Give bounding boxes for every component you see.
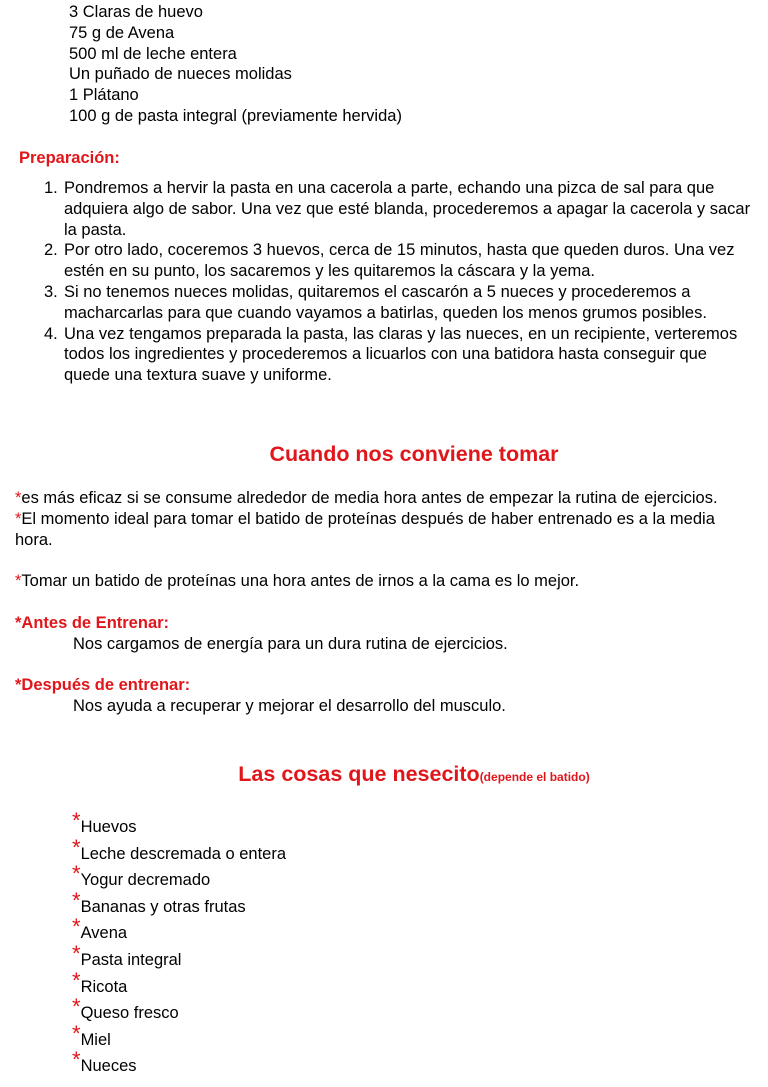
star-marker: * <box>72 914 81 940</box>
preparation-steps <box>44 178 754 386</box>
things-item-text: Huevos <box>80 818 137 836</box>
step-text: Pondremos a hervir la pasta en una cacerola a parte, echando una pizca de sal para que adquiera algo de sabor. Una vez que esté blanda, procederemos a apagar la cacerola y sacar la pasta. <box>64 179 751 239</box>
things-item <box>72 967 286 999</box>
timing-note <box>15 571 745 592</box>
step-text: Por otro lado, coceremos 3 huevos, cerca de 15 minutos, hasta que queden duros. Una vez estén en su punto, los sacaremos y les quitaremos la cáscara y la yema. <box>64 241 735 281</box>
things-heading-text: Las cosas que nesecito <box>238 762 480 786</box>
star-marker: * <box>15 572 22 591</box>
things-item-text: Miel <box>80 1030 111 1049</box>
things-item-text: Leche descremada o entera <box>80 844 287 863</box>
timing-notes <box>15 488 745 717</box>
star-marker: * <box>72 887 81 913</box>
when-heading: Cuando nos conviene tomar <box>269 442 559 466</box>
step-number: 2. <box>44 241 58 260</box>
star-marker: * <box>72 861 81 887</box>
after-training-label: *Después de entrenar: <box>15 676 191 695</box>
step-number: 3. <box>44 282 58 301</box>
things-item <box>72 1047 286 1078</box>
step-number: 1. <box>44 179 58 197</box>
star-marker: * <box>72 940 81 966</box>
before-training-label: *Antes de Entrenar: <box>15 613 170 632</box>
star-marker: * <box>15 489 22 507</box>
things-item <box>72 834 287 866</box>
step-number: 4. <box>44 324 58 343</box>
things-item <box>72 861 286 892</box>
star-marker: * <box>72 808 81 833</box>
things-item <box>72 994 286 1025</box>
things-item <box>72 1020 286 1052</box>
spacer <box>15 654 745 675</box>
preparation-step <box>44 178 754 240</box>
ingredient-list <box>69 2 402 127</box>
things-item <box>72 808 286 839</box>
spacer <box>15 550 745 571</box>
star-marker: * <box>72 994 81 1020</box>
things-item-text: Queso fresco <box>80 1004 179 1023</box>
things-item-text: Bananas y otras frutas <box>80 897 246 916</box>
ingredient-item: Un puñado de nueces molidas <box>69 65 292 84</box>
things-item-text: Yogur decremado <box>80 871 211 890</box>
ingredient-item: 75 g de Avena <box>69 23 175 42</box>
after-training-text: Nos ayuda a recuperar y mejorar el desarrollo del musculo. <box>73 696 506 715</box>
preparation-heading: Preparación: <box>19 149 120 167</box>
ingredient-item: 3 Claras de huevo <box>69 3 203 21</box>
things-list <box>72 808 287 1078</box>
things-item <box>72 914 286 945</box>
things-item <box>72 940 286 972</box>
timing-note <box>15 509 745 551</box>
timing-note <box>15 488 745 509</box>
spacer <box>15 592 745 613</box>
things-item-text: Avena <box>80 924 128 943</box>
star-marker: * <box>72 967 81 993</box>
things-item <box>72 887 286 919</box>
preparation-step <box>44 282 754 324</box>
preparation-step <box>44 324 754 386</box>
things-heading-note: (depende el batido) <box>479 770 590 784</box>
timing-note-text: es más eficaz si se consume alrededor de media hora antes de empezar la rutina de ejercicios. <box>21 489 718 507</box>
step-text: Una vez tengamos preparada la pasta, las claras y las nueces, en un recipiente, verteremos todos los ingredientes y procederemos a licuarlos con una batidora hasta conseguir que quede una textura suave y uniforme. <box>64 324 738 385</box>
ingredient-item: 500 ml de leche entera <box>69 44 237 63</box>
things-heading <box>0 760 768 791</box>
star-marker: * <box>72 1020 81 1046</box>
ingredient-item: 100 g de pasta integral (previamente hervida) <box>69 106 402 125</box>
star-marker: * <box>72 834 81 860</box>
things-item-text: Nueces <box>80 1057 137 1076</box>
before-training-text: Nos cargamos de energía para un dura rutina de ejercicios. <box>73 634 508 653</box>
star-marker: * <box>15 509 22 528</box>
preparation-step <box>44 240 754 282</box>
things-item-text: Ricota <box>80 977 128 996</box>
star-marker: * <box>72 1047 81 1073</box>
timing-note-text: Tomar un batido de proteínas una hora antes de irnos a la cama es lo mejor. <box>21 572 580 591</box>
step-text: Si no tenemos nueces molidas, quitaremos el cascarón a 5 nueces y procederemos a macharcarlas para que cuando vayamos a batirlas, queden los menos grumos posibles. <box>64 282 707 322</box>
ingredient-item: 1 Plátano <box>69 86 139 105</box>
things-item-text: Pasta integral <box>80 950 182 969</box>
timing-note-text: El momento ideal para tomar el batido de proteínas después de haber entrenado es a la media hora. <box>15 509 715 549</box>
